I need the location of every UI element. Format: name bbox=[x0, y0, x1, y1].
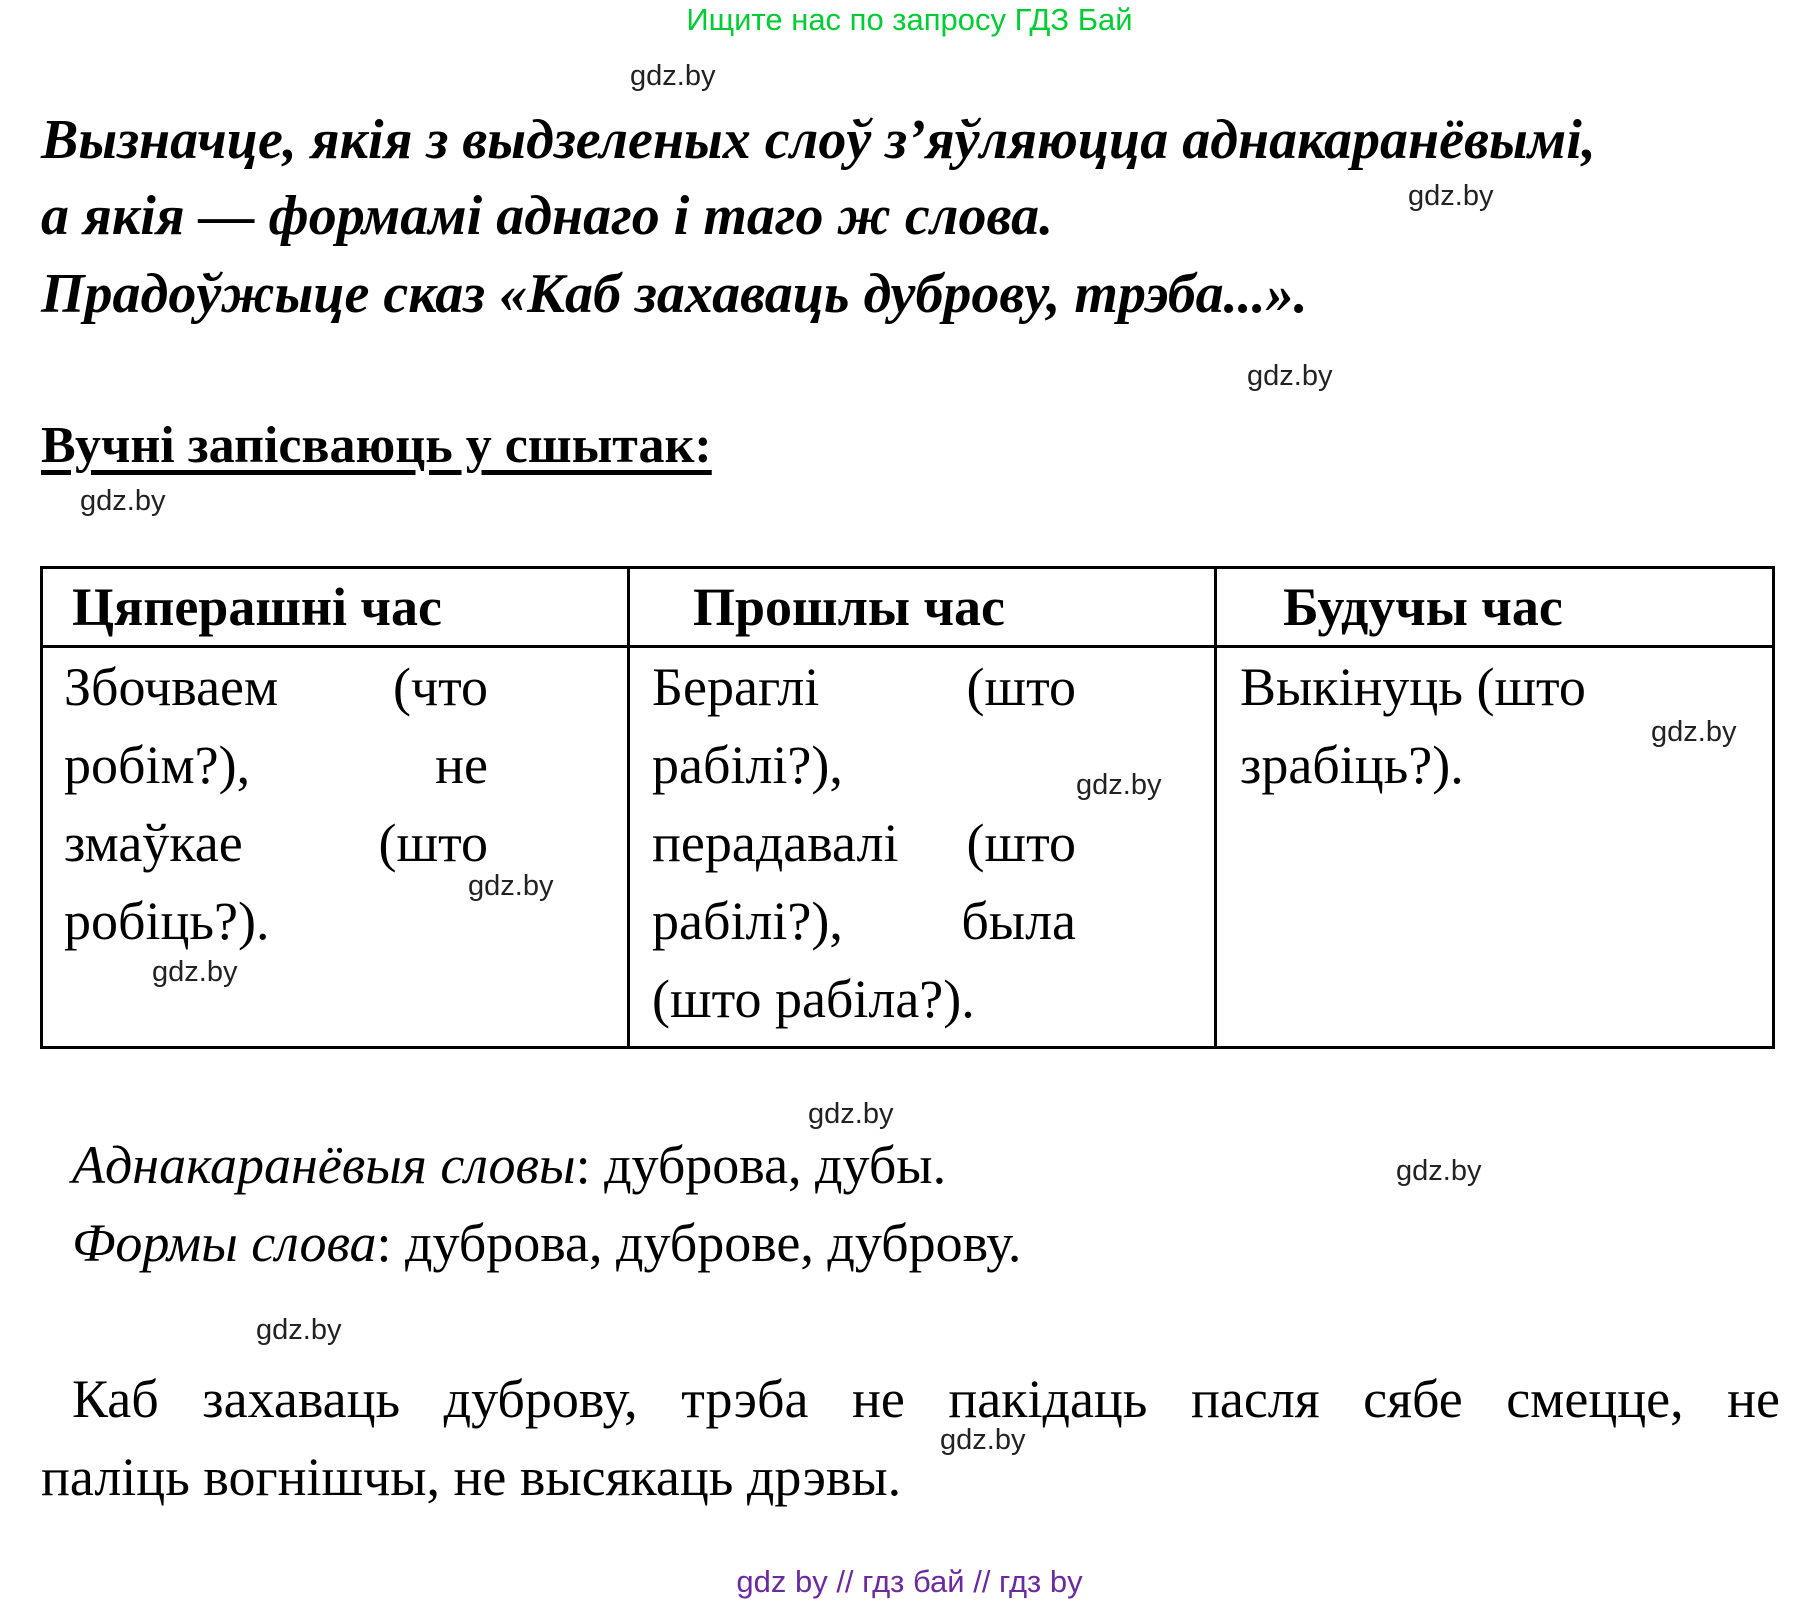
cell-present-line: робім?), не bbox=[64, 735, 488, 795]
watermark-text: gdz.by bbox=[940, 1424, 1026, 1456]
footer-links[interactable]: gdz by // гдз бай // гдз by bbox=[736, 1564, 1083, 1599]
table-column-divider bbox=[627, 566, 630, 1049]
task-line-3: Прадоўжыце сказ «Каб захаваць дуброву, трэба...». bbox=[41, 263, 1308, 325]
task-line-2: а якія — формамі аднаго і таго ж слова. bbox=[41, 185, 1054, 247]
watermark-text: gdz.by bbox=[1247, 360, 1333, 392]
watermark-text: gdz.by bbox=[152, 956, 238, 988]
top-banner[interactable]: Ищите нас по запросу ГДЗ Бай bbox=[686, 2, 1133, 37]
cognates-value: : дуброва, дубы. bbox=[575, 1135, 947, 1195]
cell-past-line: рабілі?), была bbox=[652, 891, 1076, 951]
watermark-text: gdz.by bbox=[80, 485, 166, 517]
table-header-divider bbox=[40, 645, 1775, 648]
cognates-answer bbox=[72, 1134, 946, 1196]
watermark-text: gdz.by bbox=[1076, 769, 1162, 801]
cell-past-line: перадавалі (што bbox=[652, 813, 1076, 873]
table-header-past: Прошлы час bbox=[693, 577, 1006, 637]
cell-past-line: (што рабіла?). bbox=[652, 969, 975, 1029]
final-sentence-line-1: Каб захаваць дуброву, трэба не пакідаць пасля сябе смецце, не bbox=[72, 1369, 1780, 1429]
forms-value: : дуброва, дуброве, дуброву. bbox=[376, 1213, 1022, 1273]
watermark-text: gdz.by bbox=[808, 1098, 894, 1130]
cell-present-line: змаўкае (што bbox=[64, 813, 488, 873]
watermark-text: gdz.by bbox=[1651, 716, 1737, 748]
table-header-future: Будучы час bbox=[1283, 577, 1563, 637]
forms-label: Формы слова bbox=[72, 1213, 377, 1273]
watermark-text: gdz.by bbox=[1408, 180, 1494, 212]
table-column-divider bbox=[1214, 566, 1217, 1049]
watermark-text: gdz.by bbox=[630, 60, 716, 92]
table-header-present: Цяперашні час bbox=[72, 577, 442, 637]
cell-future-line: зрабіць?). bbox=[1240, 735, 1464, 795]
cognates-label: Аднакаранёвыя словы bbox=[72, 1135, 576, 1195]
cell-past-line: рабілі?), bbox=[652, 735, 843, 795]
section-heading: Вучні запісваюць у сшытак: bbox=[41, 417, 712, 474]
cell-present-line: робіць?). bbox=[64, 891, 270, 951]
watermark-text: gdz.by bbox=[256, 1314, 342, 1346]
watermark-text: gdz.by bbox=[1396, 1155, 1482, 1187]
final-sentence-line-2: паліць вогнішчы, не высякаць дрэвы. bbox=[41, 1447, 902, 1507]
cell-future-line: Выкінуць (што bbox=[1240, 657, 1586, 717]
cell-past-line: Бераглі (што bbox=[652, 657, 1076, 717]
cell-present-line: Збочваем (что bbox=[64, 657, 488, 717]
task-line-1: Вызначце, якія з выдзеленых слоў з’яўляюцца аднакаранёвымі, bbox=[41, 109, 1596, 171]
watermark-text: gdz.by bbox=[468, 870, 554, 902]
forms-answer bbox=[72, 1212, 1021, 1274]
